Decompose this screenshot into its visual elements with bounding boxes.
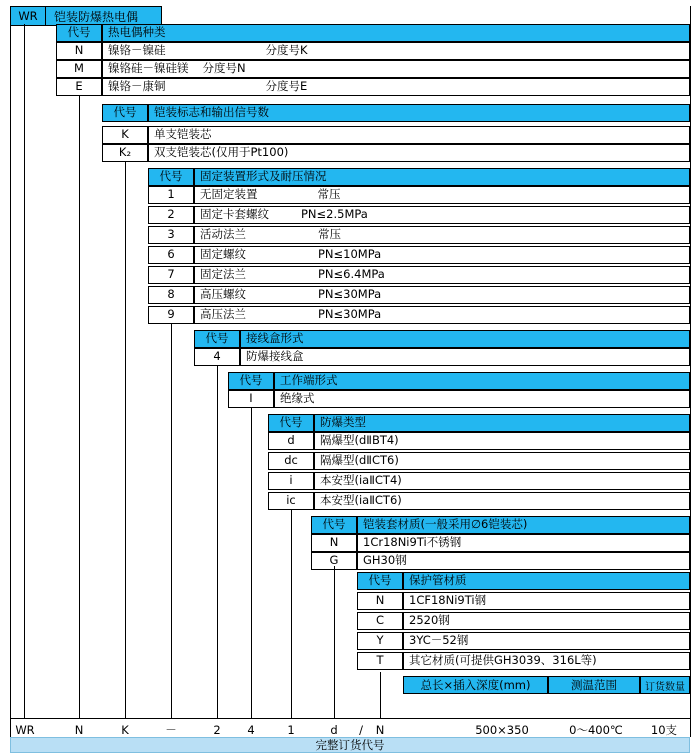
tick-2 [217, 366, 218, 718]
g5-row0-code: d [268, 432, 314, 450]
tick-k [125, 162, 126, 718]
spec-header-qty: 订货数量 [640, 676, 690, 694]
g2-row1-desc-text: 固定卡套螺纹 [200, 207, 269, 222]
g7-row2-code: Y [357, 632, 403, 650]
g3-header-code: 代号 [194, 330, 240, 348]
g2-row3-desc [194, 246, 690, 264]
g1-row1-desc: 双支铠装芯(仅用于Pt100) [148, 144, 690, 162]
tick-wr [24, 24, 25, 718]
g0-row2-desc2: 分度号E [265, 79, 308, 94]
g6-row1-code: G [311, 552, 357, 570]
g0-row2-desc-text: 镍铬－康铜 [108, 79, 166, 94]
g0-row2-code: E [56, 78, 102, 96]
g2-header-desc: 固定装置形式及耐压情况 [194, 168, 690, 186]
tick-dash [171, 324, 172, 718]
g7-row2-desc: 3YC－52钢 [403, 632, 690, 650]
g7-row1-code: C [357, 612, 403, 630]
g6-row0-code: N [311, 534, 357, 552]
g6-row0-desc: 1Cr18Ni9Ti不锈钢 [357, 534, 690, 552]
order-item-6: 1 [287, 723, 295, 737]
g7-row1-desc: 2520钢 [403, 612, 690, 630]
g2-row0-code: 1 [148, 186, 194, 204]
g2-row3-code: 6 [148, 246, 194, 264]
g2-row4-desc2: PN≤6.4MPa [318, 267, 385, 282]
g3-row0-desc: 防爆接线盒 [240, 348, 690, 366]
g1-row1-code: K₂ [102, 144, 148, 162]
g2-row3-desc2: PN≤10MPa [318, 247, 382, 262]
order-item-8: / [359, 723, 363, 737]
g0-row1-desc [102, 60, 690, 78]
g2-row4-code: 7 [148, 266, 194, 284]
g0-row0-desc-text: 镍铬－镍硅 [108, 43, 166, 58]
order-item-3: － [165, 723, 177, 737]
g4-header-code: 代号 [228, 372, 274, 390]
final-order-code-bar: 完整订货代号 [10, 737, 690, 753]
g5-row3-desc: 本安型(iaⅡCT6) [314, 492, 690, 510]
g0-header-code: 代号 [56, 24, 102, 42]
g4-row0-code: I [228, 390, 274, 408]
g2-row5-code: 8 [148, 286, 194, 304]
g5-header-code: 代号 [268, 414, 314, 432]
g2-row0-desc [194, 186, 690, 204]
g6-header-desc: 铠装套材质(一般采用∅6铠装芯) [357, 516, 690, 534]
g0-row0-code: N [56, 42, 102, 60]
order-item-5: 4 [247, 723, 255, 737]
order-item-12: 0～400℃ [569, 723, 623, 737]
order-item-0: WR [15, 723, 35, 737]
tick-1 [291, 510, 292, 718]
footer-separator [10, 718, 690, 719]
g0-row0-desc2: 分度号K [265, 43, 308, 58]
g2-row1-desc [194, 206, 690, 224]
title-code: WR [11, 7, 46, 25]
g2-row2-desc2: 常压 [318, 227, 341, 242]
g5-row0-desc: 隔爆型(dⅡBT4) [314, 432, 690, 450]
g2-row6-desc-text: 高压法兰 [200, 307, 246, 322]
g6-header-code: 代号 [311, 516, 357, 534]
g5-row1-code: dc [268, 452, 314, 470]
g5-row2-desc: 本安型(iaⅡCT4) [314, 472, 690, 490]
g7-header-code: 代号 [357, 572, 403, 590]
g2-row6-desc [194, 306, 690, 324]
g5-row1-desc: 隔爆型(dⅡCT6) [314, 452, 690, 470]
g0-row1-desc-text: 镍铬硅－镍硅镁 [108, 61, 189, 76]
g6-row1-desc: GH30钢 [357, 552, 690, 570]
title-row [10, 6, 162, 26]
order-item-4: 2 [213, 723, 221, 737]
frame-left [10, 6, 11, 737]
order-item-9: N [375, 723, 385, 737]
g1-header-code: 代号 [102, 104, 148, 122]
g1-header-desc: 铠装标志和输出信号数 [148, 104, 690, 122]
g0-row1-code: M [56, 60, 102, 78]
order-item-13: 10支 [650, 723, 678, 737]
order-item-1: N [74, 723, 84, 737]
g3-header-desc: 接线盒形式 [240, 330, 690, 348]
g2-row0-desc-text: 无固定装置 [200, 187, 258, 202]
g2-row3-desc-text: 固定螺纹 [200, 247, 246, 262]
frame-right [690, 6, 691, 737]
g1-row0-desc: 单支铠装芯 [148, 126, 690, 144]
g0-row1-desc2: 分度号N [202, 61, 246, 76]
g2-row6-desc2: PN≤30MPa [318, 307, 382, 322]
title-text: 铠装防爆热电偶 [54, 9, 139, 24]
g2-row5-desc-text: 高压螺纹 [200, 287, 246, 302]
g2-row1-code: 2 [148, 206, 194, 224]
g7-row0-desc: 1CF18Ni9Ti钢 [403, 592, 690, 610]
g7-row0-code: N [357, 592, 403, 610]
g2-header-code: 代号 [148, 168, 194, 186]
g2-row5-desc2: PN≤30MPa [318, 287, 382, 302]
tick-n [79, 96, 80, 718]
g3-row0-code: 4 [194, 348, 240, 366]
g2-row6-code: 9 [148, 306, 194, 324]
g0-header-desc: 热电偶种类 [102, 24, 690, 42]
g1-row0-code: K [102, 126, 148, 144]
g2-row2-desc-text: 活动法兰 [200, 227, 246, 242]
g7-row3-code: T [357, 652, 403, 670]
g2-row5-desc [194, 286, 690, 304]
spec-header-length: 总长×插入深度(mm) [403, 676, 548, 694]
order-item-7: d [330, 723, 338, 737]
order-item-2: K [121, 723, 129, 737]
tick-n2 [380, 672, 381, 718]
spec-header-range: 测温范围 [548, 676, 640, 694]
g4-row0-desc: 绝缘式 [274, 390, 690, 408]
tick-d [334, 566, 335, 718]
g7-row3-desc: 其它材质(可提供GH3039、316L等) [403, 652, 690, 670]
tick-4 [251, 408, 252, 718]
order-item-11: 500×350 [475, 723, 529, 737]
g2-row2-desc [194, 226, 690, 244]
g2-row4-desc [194, 266, 690, 284]
g2-row2-code: 3 [148, 226, 194, 244]
g2-row4-desc-text: 固定法兰 [200, 267, 246, 282]
g2-row0-desc2: 常压 [317, 187, 341, 202]
g5-row3-code: ic [268, 492, 314, 510]
g0-row0-desc [102, 42, 690, 60]
g5-row2-code: i [268, 472, 314, 490]
g2-row1-desc2: PN≤2.5MPa [301, 207, 368, 222]
g7-header-desc: 保护管材质 [403, 572, 690, 590]
g0-row2-desc [102, 78, 690, 96]
g5-header-desc: 防爆类型 [314, 414, 690, 432]
g4-header-desc: 工作端形式 [274, 372, 690, 390]
